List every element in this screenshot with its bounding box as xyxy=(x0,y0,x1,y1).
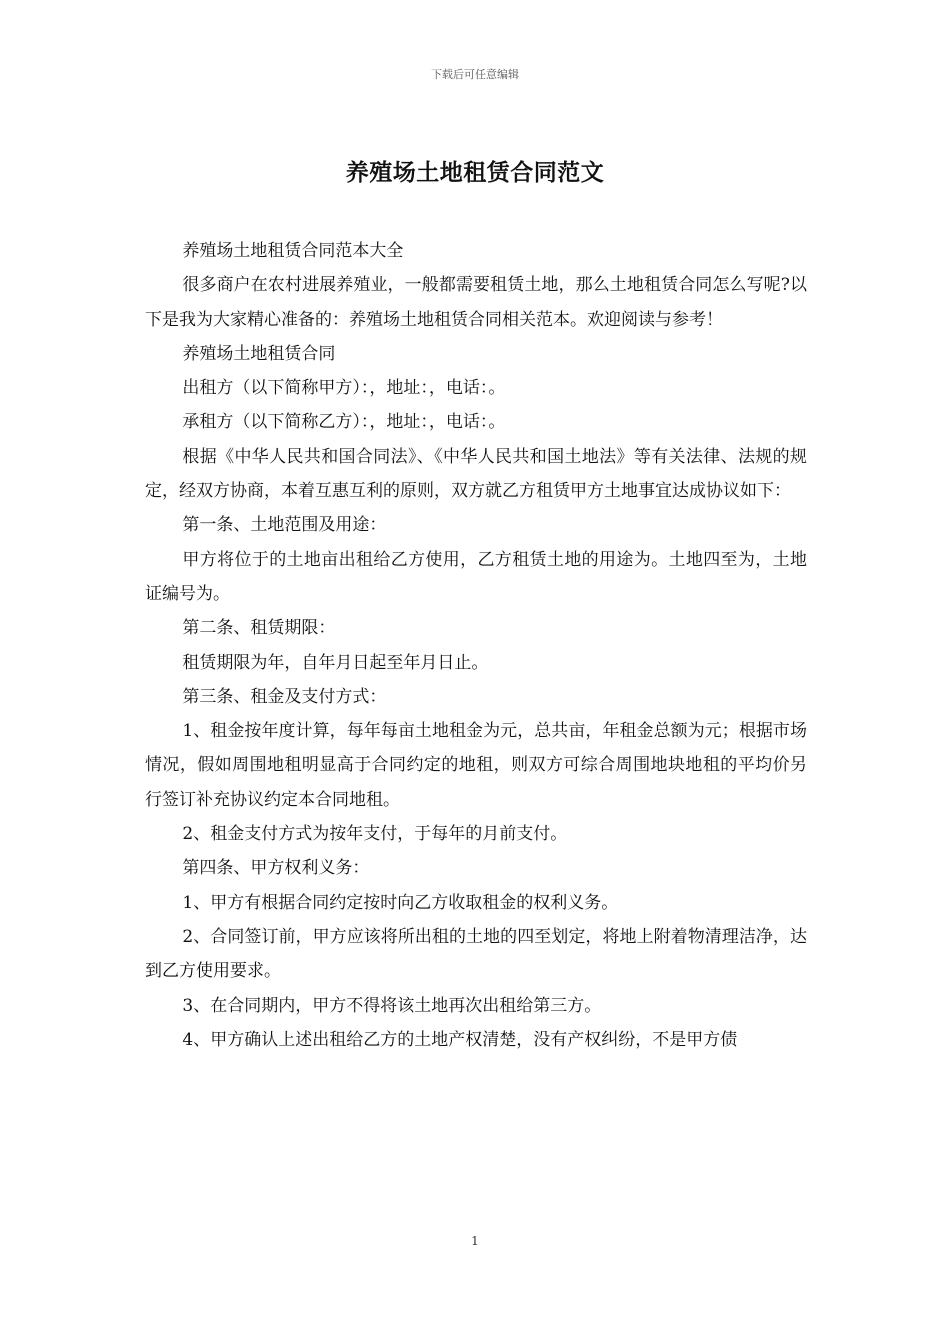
paragraph: 第三条、租金及支付方式： xyxy=(182,686,387,707)
paragraph: 3、在合同期内，甲方不得将该土地再次出租给第三方。 xyxy=(182,995,602,1016)
paragraph: 根据《中华人民共和国合同法》、《中华人民共和国土地法》等有关法律、法规的规定，经双方协商，本着互惠互利的原则，双方就乙方租赁甲方土地事宜达成协议如下： xyxy=(145,446,807,502)
paragraph: 第二条、租赁期限： xyxy=(182,618,336,639)
paragraph: 4、甲方确认上述出租给乙方的土地产权清楚，没有产权纠纷，不是甲方债 xyxy=(182,1029,738,1050)
paragraph: 养殖场土地租赁合同范本大全 xyxy=(182,241,404,261)
document-body xyxy=(145,234,807,1057)
paragraph: 甲方将位于的土地亩出租给乙方使用，乙方租赁土地的用途为。土地四至为，土地证编号为。 xyxy=(145,549,807,604)
paragraph: 承租方（以下简称乙方）：，地址：，电话：。 xyxy=(182,412,506,433)
paragraph: 1、甲方有根据合同约定按时向乙方收取租金的权利义务。 xyxy=(182,892,619,913)
paragraph: 养殖场土地租赁合同 xyxy=(182,343,336,364)
paragraph: 租赁期限为年，自年月日起至年月日止。 xyxy=(182,652,489,673)
paragraph: 第四条、甲方权利义务： xyxy=(182,858,370,879)
paragraph: 出租方（以下简称甲方）：，地址：，电话：。 xyxy=(182,378,506,399)
header-note: 下载后可任意编辑 xyxy=(431,68,519,81)
page-number: 1 xyxy=(471,1234,479,1248)
paragraph: 1、租金按年度计算，每年每亩土地租金为元，总共亩，年租金总额为元；根据市场情况，假如周围地租明显高于合同约定的地租，则双方可综合周围地块地租的平均价另行签订补充协议约定本合同地租。 xyxy=(145,721,807,810)
paragraph: 很多商户在农村进展养殖业，一般都需要租赁土地，那么土地租赁合同怎么写呢?以下是我为大家精心准备的：养殖场土地租赁合同相关范本。欢迎阅读与参考！ xyxy=(145,275,807,330)
paragraph: 2、租金支付方式为按年支付，于每年的月前支付。 xyxy=(182,824,568,845)
paragraph: 第一条、土地范围及用途： xyxy=(182,515,387,536)
paragraph: 2、合同签订前，甲方应该将所出租的土地的四至划定，将地上附着物清理洁净，达到乙方使用要求。 xyxy=(145,926,807,982)
document-title: 养殖场土地租赁合同范文 xyxy=(345,159,605,186)
